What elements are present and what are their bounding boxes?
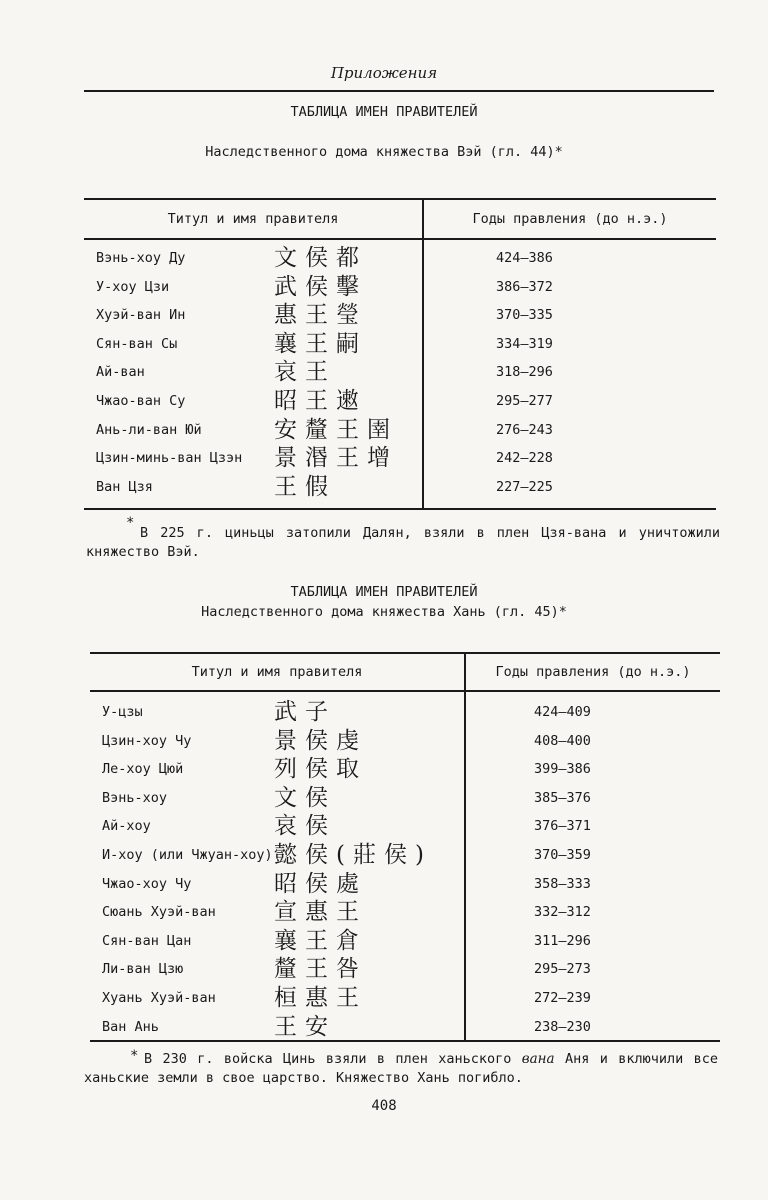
ruler-hanzi: 昭王遫 <box>274 388 367 414</box>
table2 <box>90 652 720 1042</box>
page-number: 408 <box>371 1098 397 1114</box>
ruler-name: Ле-хоу Цюй <box>102 761 184 778</box>
table-row <box>84 301 716 329</box>
table2-header-years: Годы правления (до н.э.) <box>495 664 691 680</box>
ruler-name: Ван Ань <box>102 1018 159 1035</box>
table-row <box>90 727 720 755</box>
table-row <box>90 1013 720 1041</box>
ruler-hanzi: 釐王咎 <box>274 956 367 983</box>
footnote-italic-word: вана <box>521 1051 555 1067</box>
table1-footnote-text: В 225 г. циньцы затопили Далян, взяли в плен Цзя-вана и уничтожили княжество Вэй. <box>86 525 720 560</box>
table-row <box>84 273 716 301</box>
ruler-name: Ай-ван <box>96 364 145 381</box>
reign-years: 376–371 <box>534 818 591 835</box>
table-row <box>84 444 716 472</box>
ruler-name: Чжао-ван Су <box>96 393 186 409</box>
table1 <box>84 198 716 510</box>
reign-years: 238–230 <box>534 1018 591 1035</box>
ruler-name: Цзин-хоу Чу <box>102 732 192 749</box>
table-row <box>90 898 720 926</box>
reign-years: 227–225 <box>496 478 553 495</box>
table2-header-rule <box>90 690 720 692</box>
ruler-hanzi: 懿侯(莊侯) <box>274 842 432 868</box>
reign-years: 408–400 <box>534 732 591 749</box>
ruler-name: Сян-ван Цан <box>102 932 192 949</box>
reign-years: 295–273 <box>534 961 591 978</box>
ruler-hanzi: 昭侯處 <box>274 870 367 897</box>
ruler-name: У-хоу Цзи <box>96 278 170 295</box>
footnote-text-part: Аня и включили все ханьские земли в свое царство. Княжество Хань погибло. <box>84 1051 718 1086</box>
ruler-name: У-цзы <box>102 704 143 720</box>
header-rule <box>84 90 714 92</box>
footnote-star: * <box>126 515 135 531</box>
reign-years: 276–243 <box>496 421 553 438</box>
table-row <box>90 955 720 983</box>
running-head: Приложения <box>330 64 438 82</box>
reign-years: 370–359 <box>534 847 591 863</box>
reign-years: 424–409 <box>534 704 591 720</box>
ruler-hanzi: 王安 <box>274 1013 336 1040</box>
footnote-star: * <box>130 1048 139 1064</box>
table1-header-years: Годы правления (до н.э.) <box>472 211 668 227</box>
ruler-hanzi: 文侯 <box>274 784 336 811</box>
ruler-hanzi: 桓惠王 <box>274 985 367 1011</box>
ruler-hanzi: 哀侯 <box>274 813 336 840</box>
table2-footnote <box>84 1050 718 1088</box>
reign-years: 370–335 <box>496 307 553 324</box>
ruler-name: Цзин-минь-ван Цзэн <box>96 450 243 467</box>
reign-years: 358–333 <box>534 875 591 892</box>
ruler-name: Ань-ли-ван Юй <box>96 421 202 438</box>
ruler-name: Хуань Хуэй-ван <box>102 990 216 1006</box>
ruler-name: Вэнь-хоу Ду <box>96 250 186 266</box>
table-row <box>84 244 716 272</box>
footnote-text-part: В 230 г. войска Цинь взяли в плен ханьского <box>144 1051 512 1067</box>
ruler-hanzi: 襄王嗣 <box>274 330 367 357</box>
ruler-hanzi: 武侯擊 <box>274 273 367 300</box>
table-row <box>90 927 720 955</box>
ruler-name: Сюань Хуэй-ван <box>102 904 216 921</box>
table2-title: ТАБЛИЦА ИМЕН ПРАВИТЕЛЕЙ <box>290 584 478 600</box>
ruler-hanzi: 哀王 <box>274 359 336 386</box>
ruler-name: Хуэй-ван Ин <box>96 307 186 324</box>
ruler-name: Вэнь-хоу <box>102 789 168 806</box>
table-row <box>84 416 716 444</box>
table-row <box>84 330 716 358</box>
reign-years: 272–239 <box>534 990 591 1006</box>
ruler-name: И-хоу (или Чжуан-хоу) <box>102 847 273 863</box>
table-row <box>90 784 720 812</box>
reign-years: 386–372 <box>496 278 553 295</box>
ruler-name: Ай-хоу <box>102 818 151 835</box>
table-row <box>84 473 716 501</box>
ruler-hanzi: 安釐王圉 <box>274 416 398 443</box>
table-row <box>90 870 720 898</box>
ruler-hanzi: 襄王倉 <box>274 927 367 954</box>
table1-subtitle: Наследственного дома княжества Вэй (гл. 44)* <box>205 144 563 160</box>
reign-years: 295–277 <box>496 393 553 409</box>
table-row <box>84 358 716 386</box>
table2-header-ruler: Титул и имя правителя <box>191 664 363 680</box>
table-row <box>90 812 720 840</box>
table-row <box>84 387 716 415</box>
ruler-name: Сян-ван Сы <box>96 335 178 352</box>
reign-years: 318–296 <box>496 364 553 381</box>
ruler-name: Чжао-хоу Чу <box>102 875 192 892</box>
ruler-hanzi: 列侯取 <box>274 756 367 783</box>
reign-years: 399–386 <box>534 761 591 778</box>
ruler-hanzi: 景侯虔 <box>274 727 367 754</box>
ruler-hanzi: 景湣王增 <box>274 445 398 472</box>
ruler-hanzi: 王假 <box>274 473 336 500</box>
ruler-name: Ли-ван Цзю <box>102 961 184 978</box>
ruler-hanzi: 武子 <box>274 699 336 725</box>
ruler-hanzi: 宣惠王 <box>274 899 367 926</box>
table-row <box>90 841 720 869</box>
reign-years: 311–296 <box>534 932 591 949</box>
reign-years: 334–319 <box>496 335 553 352</box>
table1-title: ТАБЛИЦА ИМЕН ПРАВИТЕЛЕЙ <box>290 104 478 120</box>
table1-header-ruler: Титул и имя правителя <box>167 211 339 227</box>
table1-header-rule <box>84 238 716 240</box>
table2-subtitle: Наследственного дома княжества Хань (гл. 45)* <box>201 604 567 620</box>
table2-footnote-text <box>84 1050 718 1088</box>
reign-years: 385–376 <box>534 789 591 806</box>
table1-footnote <box>86 515 720 562</box>
reign-years: 332–312 <box>534 904 591 921</box>
reign-years: 242–228 <box>496 450 553 467</box>
ruler-hanzi: 惠王瑩 <box>274 302 367 329</box>
table-row <box>90 755 720 783</box>
table-row <box>90 984 720 1012</box>
ruler-name: Ван Цзя <box>96 478 153 495</box>
table-row <box>90 698 720 726</box>
ruler-hanzi: 文侯都 <box>274 245 367 271</box>
reign-years: 424–386 <box>496 250 553 266</box>
